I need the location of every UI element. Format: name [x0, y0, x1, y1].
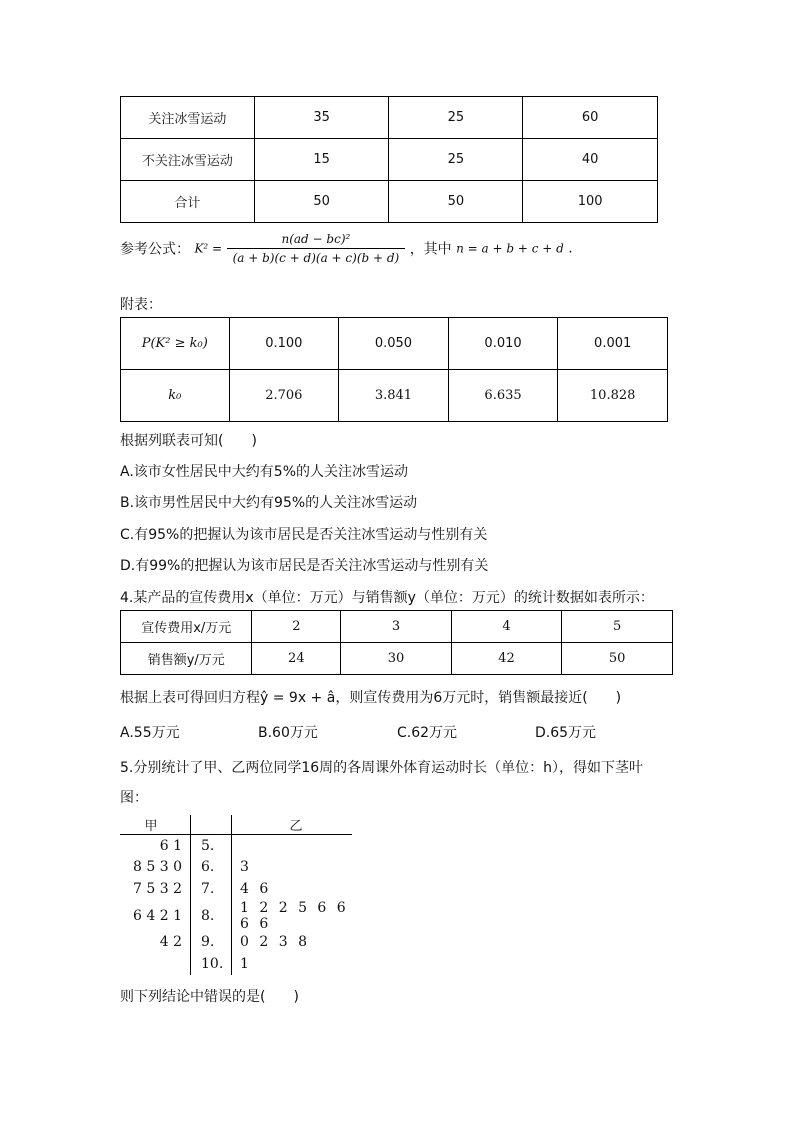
stem-leaf-plot [120, 815, 352, 975]
table-cell: 0.010 [448, 318, 558, 370]
table-cell: 2 [252, 611, 341, 643]
formula-prefix: 参考公式： [120, 241, 190, 258]
formula-end: . [568, 240, 573, 257]
q3-option-a: A.该市女性居民中大约有5%的人关注冰雪运动 [120, 464, 408, 480]
p-row-label: P(K² ≥ k₀) [121, 318, 230, 370]
table-row [121, 318, 668, 370]
formula-fraction [227, 232, 406, 265]
leaf-jia: 4 2 [120, 932, 191, 954]
leaf-yi: 4 6 [240, 880, 272, 897]
q4-data-table [120, 610, 673, 675]
stem: 6. [191, 857, 232, 879]
table-row [121, 643, 673, 675]
leaf-yi: 1 [240, 955, 252, 972]
table-row [121, 370, 668, 422]
q3-option-c: C.有95%的把握认为该市居民是否关注冰雪运动与性别有关 [120, 527, 488, 543]
stem: 7. [191, 878, 232, 900]
table-cell: 0.100 [229, 318, 339, 370]
q4-question: 根据上表可得回归方程ŷ = 9x + â，则宣传费用为6万元时，销售额最接近( ) [120, 690, 622, 706]
formula-denominator: (a + b)(c + d)(a + c)(b + d) [227, 248, 406, 265]
stem-leaf-row [120, 932, 352, 954]
q4-option-b: B.60万元 [258, 725, 318, 741]
stem: 9. [191, 932, 232, 954]
table-cell: 3 [341, 611, 452, 643]
table-cell: 60 [523, 97, 658, 139]
table-cell: 50 [562, 643, 673, 675]
stem: 8. [191, 900, 232, 932]
leaf-yi: 1 2 2 5 6 6 6 6 [240, 899, 349, 932]
reference-formula [120, 232, 573, 265]
q4-intro: 4.某产品的宣传费用x（单位：万元）与销售额y（单位：万元）的统计数据如表所示： [120, 590, 654, 606]
leaf-jia [120, 953, 191, 975]
stem: 5. [191, 835, 232, 857]
table-cell: 4 [451, 611, 562, 643]
k-row-label: k₀ [121, 370, 230, 422]
q3-option-b: B.该市男性居民中大约有95%的人关注冰雪运动 [120, 495, 418, 511]
formula-suffix: ，其中 [409, 241, 452, 258]
leaf-jia: 7 5 3 2 [120, 878, 191, 900]
table-cell: 25 [389, 139, 523, 181]
table-row [121, 139, 658, 181]
formula-numerator: n(ad − bc)² [281, 232, 351, 246]
appendix-label: 附表： [120, 297, 162, 313]
table-cell: 50 [254, 181, 389, 223]
q4-option-a: A.55万元 [120, 725, 180, 741]
table-cell: 30 [341, 643, 452, 675]
formula-lhs: K² = [194, 241, 223, 256]
table-cell: 6.635 [448, 370, 558, 422]
contingency-table [120, 96, 658, 223]
row-label: 宣传费用x/万元 [121, 611, 252, 643]
leaf-jia: 8 5 3 0 [120, 857, 191, 879]
q5-question: 则下列结论中错误的是( ) [120, 989, 299, 1005]
table-cell: 0.001 [558, 318, 668, 370]
table-cell: 40 [523, 139, 658, 181]
q5-intro-line1: 5.分别统计了甲、乙两位同学16周的各周课外体育运动时长（单位：h），得如下茎叶 [120, 760, 644, 776]
table-row [121, 181, 658, 223]
table-row [121, 97, 658, 139]
header-stem [191, 815, 232, 835]
table-cell: 2.706 [229, 370, 339, 422]
formula-n-definition: n = a + b + c + d [456, 241, 564, 256]
stem-leaf-row [120, 953, 352, 975]
table-cell: 关注冰雪运动 [121, 97, 255, 139]
q3-stem: 根据列联表可知( ) [120, 433, 257, 449]
q4-option-d: D.65万元 [535, 725, 597, 741]
stem-leaf-row [120, 878, 352, 900]
header-jia: 甲 [120, 815, 191, 835]
critical-value-table [120, 317, 668, 422]
stem: 10. [191, 953, 232, 975]
stem-leaf-row [120, 857, 352, 879]
leaf-yi: 3 [240, 859, 252, 876]
table-cell: 5 [562, 611, 673, 643]
header-yi: 乙 [232, 815, 353, 835]
stem-leaf-row [120, 835, 352, 857]
leaf-yi [232, 835, 353, 857]
table-cell: 15 [254, 139, 389, 181]
table-cell: 合计 [121, 181, 255, 223]
stem-leaf-header [120, 815, 352, 835]
row-label: 销售额y/万元 [121, 643, 252, 675]
table-cell: 100 [523, 181, 658, 223]
table-cell: 24 [252, 643, 341, 675]
leaf-jia: 6 1 [120, 835, 191, 857]
q5-intro-line2: 图： [120, 790, 148, 806]
table-cell: 10.828 [558, 370, 668, 422]
table-cell: 3.841 [339, 370, 449, 422]
table-row [121, 611, 673, 643]
q4-option-c: C.62万元 [397, 725, 458, 741]
table-cell: 0.050 [339, 318, 449, 370]
table-cell: 不关注冰雪运动 [121, 139, 255, 181]
leaf-jia: 6 4 2 1 [120, 900, 191, 932]
table-cell: 35 [254, 97, 389, 139]
table-cell: 25 [389, 97, 523, 139]
q3-option-d: D.有99%的把握认为该市居民是否关注冰雪运动与性别有关 [120, 558, 489, 574]
leaf-yi: 0 2 3 8 [240, 934, 310, 951]
table-cell: 42 [451, 643, 562, 675]
table-cell: 50 [389, 181, 523, 223]
stem-leaf-row [120, 900, 352, 932]
